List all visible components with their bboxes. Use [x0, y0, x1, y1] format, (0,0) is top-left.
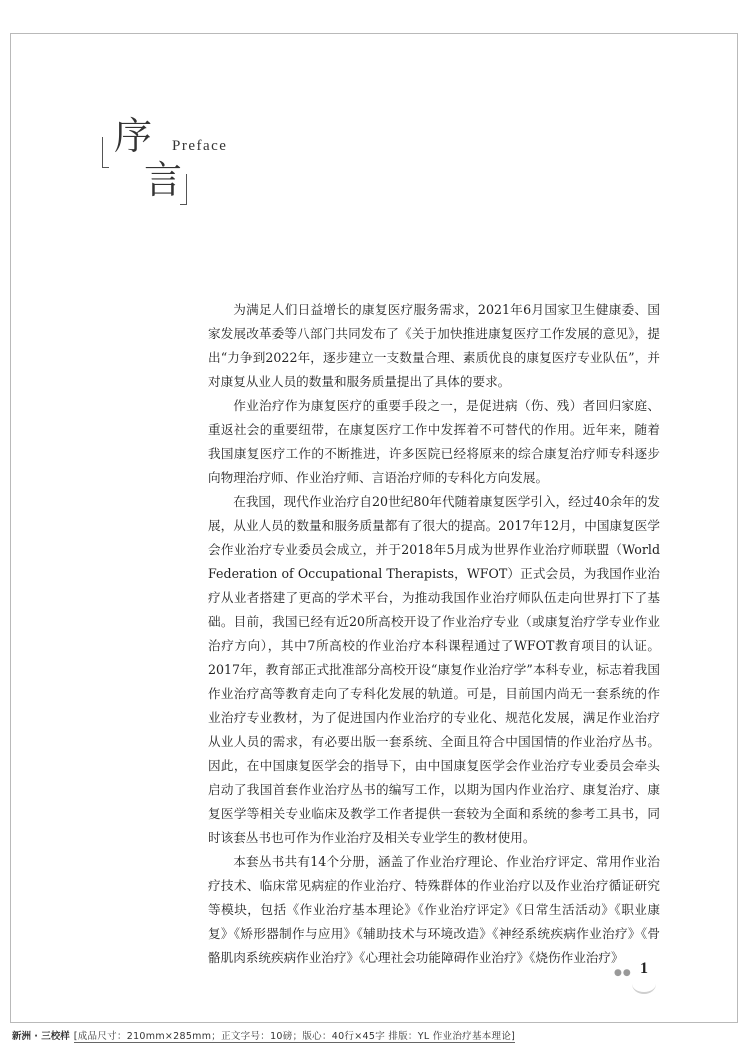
- print-footer: [12, 1028, 516, 1042]
- heading-char-xu: 序: [114, 114, 153, 158]
- footer-brand: 新洲 · 三校样: [12, 1031, 70, 1042]
- page-swoosh-ornament: [632, 974, 656, 994]
- preface-heading: [92, 112, 252, 222]
- heading-bracket-right: [180, 174, 187, 205]
- page-number-block: [600, 958, 670, 998]
- heading-english: Preface: [172, 138, 228, 154]
- paragraph-2: 作业治疗作为康复医疗的重要手段之一，是促进病（伤、残）者回归家庭、重返社会的重要纽带，在康复医疗工作中发挥着不可替代的作用。近年来，随着我国康复医疗工作的不断推进，许多医院已经将原来的综合康复治疗师专科逐步向物理治疗师、作业治疗师、言语治疗师的专科化方向发展。: [208, 398, 660, 485]
- paragraph-4: 本套丛书共有14个分册，涵盖了作业治疗理论、作业治疗评定、常用作业治疗技术、临床常见病症的作业治疗、特殊群体的作业治疗以及作业治疗循证研究等模块，包括《作业治疗基本理论》《作业治疗评定》《日常生活活动》《职业康复》《矫形器制作与应用》《辅助技术与环境改造》《神经系统疾病作业治疗》《骨骼肌肉系统疾病作业治疗》《心理社会功能障碍作业治疗》《烧伤作业治疗》: [208, 854, 660, 965]
- preface-body: [208, 298, 660, 970]
- heading-bracket-left: [102, 137, 109, 168]
- heading-char-yan: 言: [144, 158, 183, 202]
- page-number: 1: [640, 960, 648, 977]
- paragraph-1: 为满足人们日益增长的康复医疗服务需求，2021年6月国家卫生健康委、国家发展改革委等八部门共同发布了《关于加快推进康复医疗工作发展的意见》，提出“力争到2022年，逐步建立一支数量合理、素质优良的康复医疗专业队伍”，并对康复从业人员的数量和服务质量提出了具体的要求。: [208, 302, 660, 389]
- page-dots-ornament: ●●: [614, 968, 632, 978]
- paragraph-3: 在我国，现代作业治疗自20世纪80年代随着康复医学引入，经过40余年的发展，从业人员的数量和服务质量都有了很大的提高。2017年12月，中国康复医学会作业治疗专业委员会成立，并于2018年5月成为世界作业治疗师联盟（World Federation of Occupational Therapists，WFOT）正式会员，为我国作业治疗从业者搭建了更高的学术平台，为推动我国作业治疗师队伍走向世界打下了基础。目前，我国已经有近20所高校开设了作业治疗专业（或康复治疗学专业作业治疗方向），其中7所高校的作业治疗本科课程通过了WFOT教育项目的认证。2017年，教育部正式批准部分高校开设“康复作业治疗学”本科专业，标志着我国作业治疗高等教育走向了专科化发展的轨道。可是，目前国内尚无一套系统的作业治疗专业教材，为了促进国内作业治疗的专业化、规范化发展，满足作业治疗从业人员的需求，有必要出版一套系统、全面且符合中国国情的作业治疗丛书。因此，在中国康复医学会的指导下，由中国康复医学会作业治疗专业委员会牵头启动了我国首套作业治疗丛书的编写工作，以期为国内作业治疗、康复治疗、康复医学等相关专业临床及教学工作者提供一套较为全面和系统的参考工具书，同时该套丛书也可作为作业治疗及相关专业学生的教材使用。: [208, 494, 660, 845]
- footer-meta: [成品尺寸：210mm×285mm；正文字号：10磅；版心：40行×45字 排版：YL 作业治疗基本理论]: [73, 1031, 516, 1042]
